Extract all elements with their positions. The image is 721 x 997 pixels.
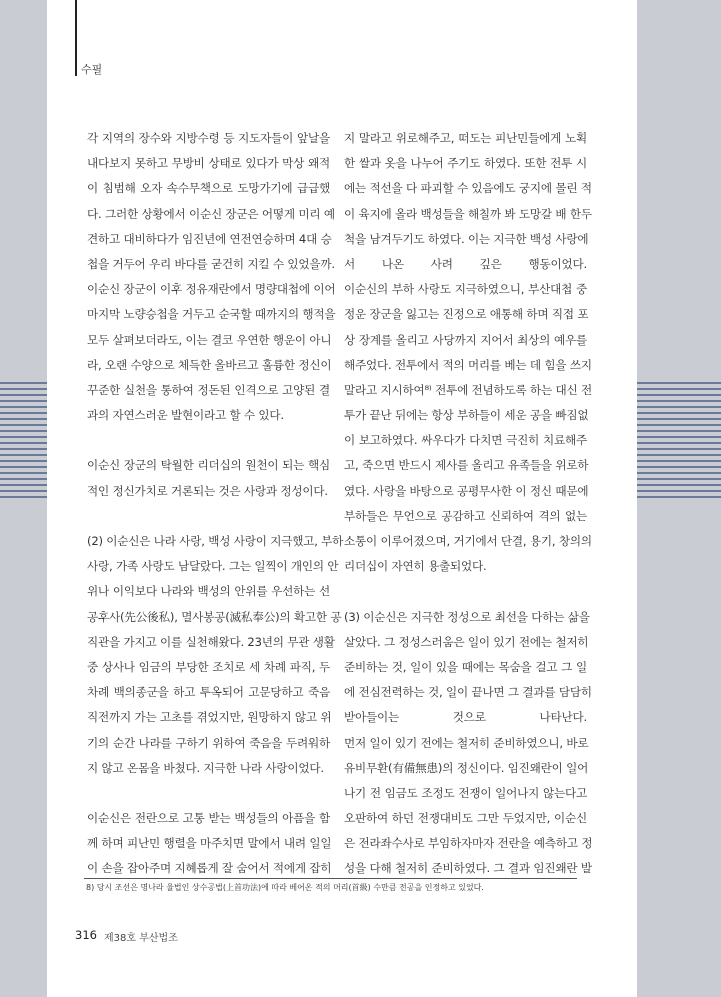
text-line	[87, 428, 330, 453]
text-line: 척을 남겨두기도 하였다. 이는 지극한 백성 사랑에	[344, 231, 589, 246]
text-line: 중 상사나 임금의 부당한 조치로 세 차례 파직, 두	[87, 659, 330, 674]
text-line: 준비하는 것, 일이 있을 때에는 목숨을 걸고 그 일	[344, 659, 587, 674]
text-line: 적인 정신가치로 거론되는 것은 사랑과 정성이다.	[87, 483, 328, 498]
text-line: 께 하며 피난민 행렬을 마주치면 말에서 내려 일일	[87, 836, 332, 851]
text-line: 은 전라좌수사로 부임하자마자 전란을 예측하고 정	[344, 836, 593, 851]
section-label: 수필	[81, 63, 103, 76]
text-line: 한 쌀과 옷을 나누어 주기도 하였다. 또한 전투 시	[344, 156, 587, 171]
text-line: 견하고 대비하다가 임진년에 연전연승하며 4대 승	[87, 231, 332, 246]
text-line: 오판하여 하던 전쟁대비도 그만 두었지만, 이순신	[344, 811, 587, 826]
text-line: 이순신 장군이 이후 정유재란에서 명량대첩에 이어	[87, 282, 336, 297]
text-line: 내다보지 못하고 무방비 상태로 있다가 막상 왜적	[87, 156, 330, 171]
text-line: 지 않고 온몸을 바쳤다. 지극한 나라 사랑이었다.	[87, 760, 324, 775]
text-line: 해주었다. 전투에서 적의 머리를 베는 데 힘을 쓰지	[344, 357, 592, 372]
journal-title: 제38호 부산법조	[104, 933, 178, 944]
text-line: 이 침범해 오자 속수무책으로 도망가기에 급급했	[87, 181, 330, 196]
text-line: 먼저 일이 있기 전에는 철저히 준비하였으니, 바로	[344, 735, 589, 750]
text-line: 부하들은 무언으로 공감하고 신뢰하여 격의 없는	[344, 508, 587, 523]
text-line: 리더십이 자연히 용출되었다.	[344, 559, 487, 574]
text-line: 이순신 장군의 탁월한 리더십의 원천이 되는 핵심	[87, 458, 330, 473]
text-line: 소통이 이루어졌으며, 거기에서 단결, 용기, 창의의	[344, 534, 592, 548]
text-line: 각 지역의 장수와 지방수령 등 지도자들이 앞날을	[87, 131, 330, 145]
text-line: 공후사(先公後私), 멸사봉공(滅私奉公)의 확고한 공	[87, 609, 342, 624]
text-line: 이순신은 전란으로 고통 받는 백성들의 아픔을 함	[87, 811, 330, 826]
text-line: 사랑, 가족 사랑도 남달랐다. 그는 일찍이 개인의 안	[87, 559, 339, 574]
text-line: 받아들이는 것으로 나타난다.	[344, 710, 587, 725]
text-line	[87, 504, 330, 529]
text-line: (2) 이순신은 나라 사랑, 백성 사랑이 지극했고, 부하	[87, 534, 344, 548]
header-rule	[75, 0, 77, 76]
text-line: 기의 순간 나라를 구하기 위하여 죽음을 두려워하	[87, 735, 330, 750]
text-line	[87, 781, 330, 806]
text-line: 에 전심전력하는 것, 일이 끝나면 그 결과를 담담히	[344, 685, 592, 700]
right-stripe-decoration	[637, 382, 721, 502]
text-line: 상 장계를 올리고 사당까지 지어서 최상의 예우를	[344, 332, 587, 347]
left-column	[87, 126, 344, 882]
page-number: 316	[75, 928, 97, 942]
text-line: 말라고 지시하여⁸⁾ 전투에 전념하도록 하는 대신 전	[344, 382, 592, 397]
text-line: 정운 장군을 잃고는 진정으로 애통해 하며 직접 포	[344, 307, 589, 322]
text-line: 직관을 가지고 이를 실천해왔다. 23년의 무관 생활	[87, 634, 335, 649]
text-line: 투가 끝난 뒤에는 항상 부하들이 세운 공을 빠짐없	[344, 408, 589, 423]
text-line: (3) 이순신은 지극한 정성으로 최선을 다하는 삶을	[344, 609, 590, 624]
text-line: 이 육지에 올라 백성들을 해칠까 봐 도망갈 배 한두	[344, 206, 592, 221]
text-line: 이 손을 잡아주며 지혜롭게 잘 숨어서 적에게 잡히	[87, 861, 332, 876]
text-line: 다. 그러한 상황에서 이순신 장군은 어떻게 미리 예	[87, 206, 335, 221]
text-line: 꾸준한 실천을 통하여 정돈된 인격으로 고양된 결	[87, 382, 330, 397]
text-line: 고, 죽으면 반드시 제사를 올리고 유족들을 위로하	[344, 458, 589, 473]
text-line: 서 나온 사려 깊은 행동이었다.	[344, 256, 587, 271]
text-line: 에는 적선을 다 파괴할 수 있음에도 궁지에 몰린 적	[344, 181, 592, 196]
text-line: 첩을 거두어 우리 바다를 굳건히 지킬 수 있었을까.	[87, 256, 335, 271]
right-column	[344, 126, 593, 882]
text-line: 라, 오랜 수양으로 체득한 올바르고 훌륭한 정신이	[87, 357, 332, 372]
text-line: 이순신의 부하 사랑도 지극하였으니, 부산대첩 중	[344, 282, 587, 297]
text-line: 과의 자연스러운 발현이라고 할 수 있다.	[87, 408, 284, 423]
text-line: 유비무환(有備無患)의 정신이다. 임진왜란이 일어	[344, 760, 589, 775]
text-line: 모두 살펴보더라도, 이는 결코 우연한 행운이 아니	[87, 332, 332, 347]
text-line: 였다. 사랑을 바탕으로 공평무사한 이 정신 때문에	[344, 483, 589, 498]
footnote-rule	[84, 878, 577, 879]
text-line: 직전까지 가는 고초를 겪었지만, 원망하지 않고 위	[87, 710, 332, 725]
text-line: 위나 이익보다 나라와 백성의 안위를 우선하는 선	[87, 584, 330, 599]
text-line: 지 말라고 위로해주고, 떠도는 피난민들에게 노획	[344, 131, 587, 145]
text-line: 성을 다해 철저히 준비하였다. 그 결과 임진왜란 발	[344, 861, 592, 876]
text-line: 이 보고하였다. 싸우다가 다치면 극진히 치료해주	[344, 433, 587, 448]
text-line: 차례 백의종군을 하고 투옥되어 고문당하고 죽음	[87, 685, 330, 700]
text-line: 마지막 노량승첩을 거두고 순국할 때까지의 행적을	[87, 307, 336, 322]
text-line: 나기 전 임금도 조정도 전쟁이 일어나지 않는다고	[344, 785, 587, 800]
left-stripe-decoration	[0, 382, 47, 502]
text-line	[344, 579, 587, 604]
footnote: 8) 당시 조선은 명나라 율법인 상수공법(上首功法)에 따라 베어온 적의 머리(首級) 수만큼 전공을 인정하고 있었다.	[86, 883, 484, 892]
text-line: 살았다. 그 정성스러움은 일이 있기 전에는 철저히	[344, 634, 589, 649]
